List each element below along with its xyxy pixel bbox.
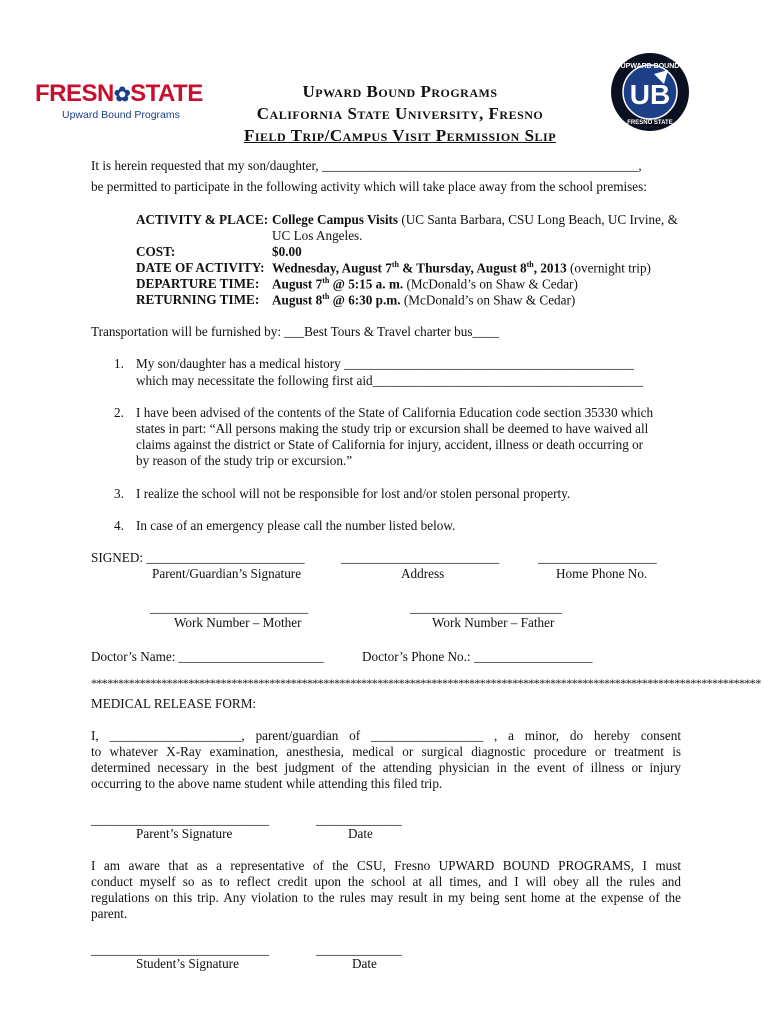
title-line-1: Upward Bound Programs (302, 82, 498, 101)
medical-text: occurring to the above name student while attending this filed trip. (91, 776, 443, 791)
badge-text: UB (629, 79, 671, 110)
badge-ring-top: UPWARD BOUND (620, 63, 680, 70)
cost-value: $0.00 (272, 244, 302, 259)
item-number: 3. (114, 486, 124, 501)
doctor-phone-field[interactable]: Doctor’s Phone No.: __________________ (362, 649, 593, 664)
address-field[interactable]: ________________________ (341, 550, 500, 565)
medical-text: I, ____________________, parent/guardian of _________________ , a minor, do hereby consent (91, 728, 681, 743)
parent-signature-label: Parent/Guardian’s Signature (152, 566, 302, 581)
date-label: Date (352, 956, 377, 971)
item-text: states in part: “All persons making the study trip or excursion shall be deemed to have waived all (136, 421, 649, 436)
date-label: Date (348, 826, 373, 841)
date-value: Wednesday, August 7th & Thursday, August 8th, 2013 (overnight trip) (272, 260, 651, 276)
returning-label: RETURNING TIME: (136, 292, 260, 307)
item-number: 1. (114, 356, 124, 371)
title-line-2: California State University, Fresno (256, 104, 544, 123)
returning-value: August 8th @ 6:30 p.m. (McDonald’s on Shaw & Cedar) (272, 292, 576, 308)
medical-release-heading: MEDICAL RELEASE FORM: (91, 696, 257, 711)
doctor-name-field[interactable]: Doctor’s Name: ______________________ (91, 649, 324, 664)
intro-line-1: It is herein requested that my son/daughter, ________________________________________________, (91, 158, 642, 173)
work-mother-label: Work Number – Mother (174, 615, 302, 630)
parent-signature-label: Parent’s Signature (136, 826, 233, 841)
cost-label: COST: (136, 244, 176, 259)
fresno-state-logo: FRESN✿STATE (35, 80, 203, 107)
student-signature-line[interactable]: ___________________________ (91, 942, 270, 957)
conduct-text: conduct myself so as to reflect credit upon the school at all times, and I will obey all the rules and (91, 874, 681, 889)
activity-value: College Campus Visits (UC Santa Barbara, CSU Long Beach, UC Irvine, & (272, 212, 678, 227)
work-mother-field[interactable]: ________________________ (150, 600, 309, 615)
date-field[interactable]: _____________ (316, 942, 402, 957)
conduct-text: parent. (91, 906, 128, 921)
date-label: DATE OF ACTIVITY: (136, 260, 265, 275)
medical-text: determined necessary in the best judgment of the attending physician in the event of illness or injury (91, 760, 681, 775)
parent-signature-field[interactable]: SIGNED: ________________________ (91, 550, 305, 565)
upward-bound-badge-icon (610, 52, 690, 132)
medical-text: to whatever X-Ray examination, anesthesia, medical or surgical diagnostic procedure or treatment is (91, 744, 681, 759)
item-text: I have been advised of the contents of the State of California Education code section 35330 which (136, 405, 654, 420)
departure-value: August 7th @ 5:15 a. m. (McDonald’s on Shaw & Cedar) (272, 276, 578, 292)
departure-label: DEPARTURE TIME: (136, 276, 260, 291)
activity-label: ACTIVITY & PLACE: (136, 212, 269, 227)
intro-line-2: be permitted to participate in the following activity which will take place away from the school premises: (91, 179, 647, 194)
work-father-field[interactable]: _______________________ (410, 600, 562, 615)
first-aid-field[interactable]: which may necessitate the following first aid_________________________________________ (136, 373, 643, 388)
work-father-label: Work Number – Father (432, 615, 555, 630)
item-text: by reason of the study trip or excursion.” (136, 453, 353, 468)
activity-value-line-2: UC Los Angeles. (272, 228, 363, 243)
transport-line: Transportation will be furnished by: ___Best Tours & Travel charter bus____ (91, 324, 499, 339)
paw-icon: ✿ (113, 84, 131, 106)
item-number: 2. (114, 405, 124, 420)
conduct-text: I am aware that as a representative of the CSU, Fresno UPWARD BOUND PROGRAMS, I must (91, 858, 681, 873)
address-label: Address (401, 566, 445, 581)
item-text: I realize the school will not be responsible for lost and/or stolen personal property. (136, 486, 571, 501)
item-number: 4. (114, 518, 124, 533)
home-phone-label: Home Phone No. (556, 566, 648, 581)
medical-history-field[interactable]: My son/daughter has a medical history ____________________________________________ (136, 356, 635, 371)
logo-subtitle: Upward Bound Programs (62, 109, 180, 121)
divider: **************************************************************************************************************************** (91, 676, 761, 690)
badge-ring-bottom: FRESNO STATE (627, 120, 673, 126)
home-phone-field[interactable]: __________________ (538, 550, 657, 565)
date-field[interactable]: _____________ (316, 812, 402, 827)
parent-signature-line[interactable]: ___________________________ (91, 812, 270, 827)
page-title: Field Trip/Campus Visit Permission Slip (243, 126, 557, 145)
transport-value: ___Best Tours & Travel charter bus____ (284, 324, 499, 339)
student-signature-label: Student’s Signature (136, 956, 239, 971)
conduct-text: regulations on this trip. Any violation to the rules may result in my being sent home at the expense of the (91, 890, 681, 905)
item-text: claims against the district or State of California for injury, accident, illness or death occurring or (136, 437, 644, 452)
item-text: In case of an emergency please call the number listed below. (136, 518, 456, 533)
